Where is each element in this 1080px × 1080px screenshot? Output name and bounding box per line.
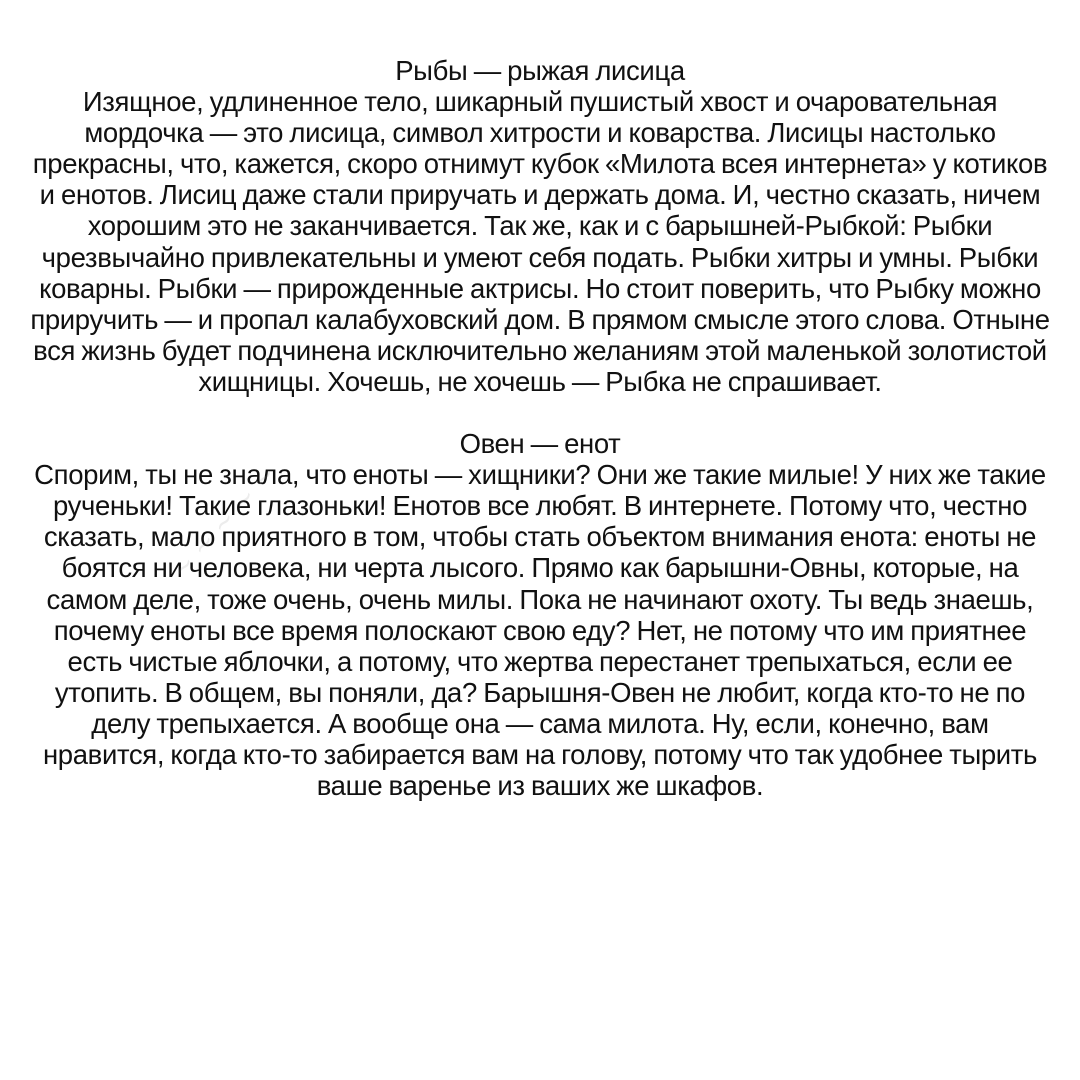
section-body: Изящное, удлиненное тело, шикарный пушистый хвост и очаровательная мордочка — это лисица, символ хитрости и коварства. Лисицы настолько прекрасны, что, кажется, скоро отнимут кубок «Милота всея интернета» у котиков и енотов. Лисиц даже стали приручать и держать дома. И, честно сказать, ничем хорошим это не заканчивается. Так же, как и с барышней-Рыбкой: Рыбки чрезвычайно привлекательны и умеют себя подать. Рыбки хитры и умны. Рыбки коварны. Рыбки — прирожденные актрисы. Но стоит поверить, что Рыбку можно приручить — и пропал калабуховский дом. В прямом смысле этого слова. Отныне вся жизнь будет подчинена исключительно желаниям этой маленькой золотистой хищницы. Хочешь, не хочешь — Рыбка не спрашивает.: [30, 86, 1050, 397]
article-page: [28, 55, 1052, 801]
section-body: Спорим, ты не знала, что еноты — хищники? Они же такие милые! У них же такие рученьки! Такие глазоньки! Енотов все любят. В интернете. Потому что, честно сказать, мало приятного в том, чтобы стать объектом внимания енота: еноты не боятся ни человека, ни черта лысого. Прямо как барышни-Овны, которые, на самом деле, тоже очень, очень милы. Пока не начинают охоту. Ты ведь знаешь, почему еноты все время полоскают свою еду? Нет, не потому что им приятнее есть чистые яблочки, а потому, что жертва перестанет трепыхаться, если ее утопить. В общем, вы поняли, да? Барышня-Овен не любит, когда кто-то не по делу трепыхается. А вообще она — сама милота. Ну, если, конечно, вам нравится, когда кто-то забирается вам на голову, потому что так удобнее тырить ваше варенье из ваших же шкафов.: [34, 459, 1046, 802]
watermark-logo: ~ ~ ~ ~ ~: [165, 459, 284, 586]
section-heading: Рыбы — рыжая лисица: [395, 55, 685, 86]
section-aries: [28, 428, 1052, 801]
section-heading: Овен — енот: [459, 428, 621, 460]
section-pisces: [28, 55, 1052, 397]
